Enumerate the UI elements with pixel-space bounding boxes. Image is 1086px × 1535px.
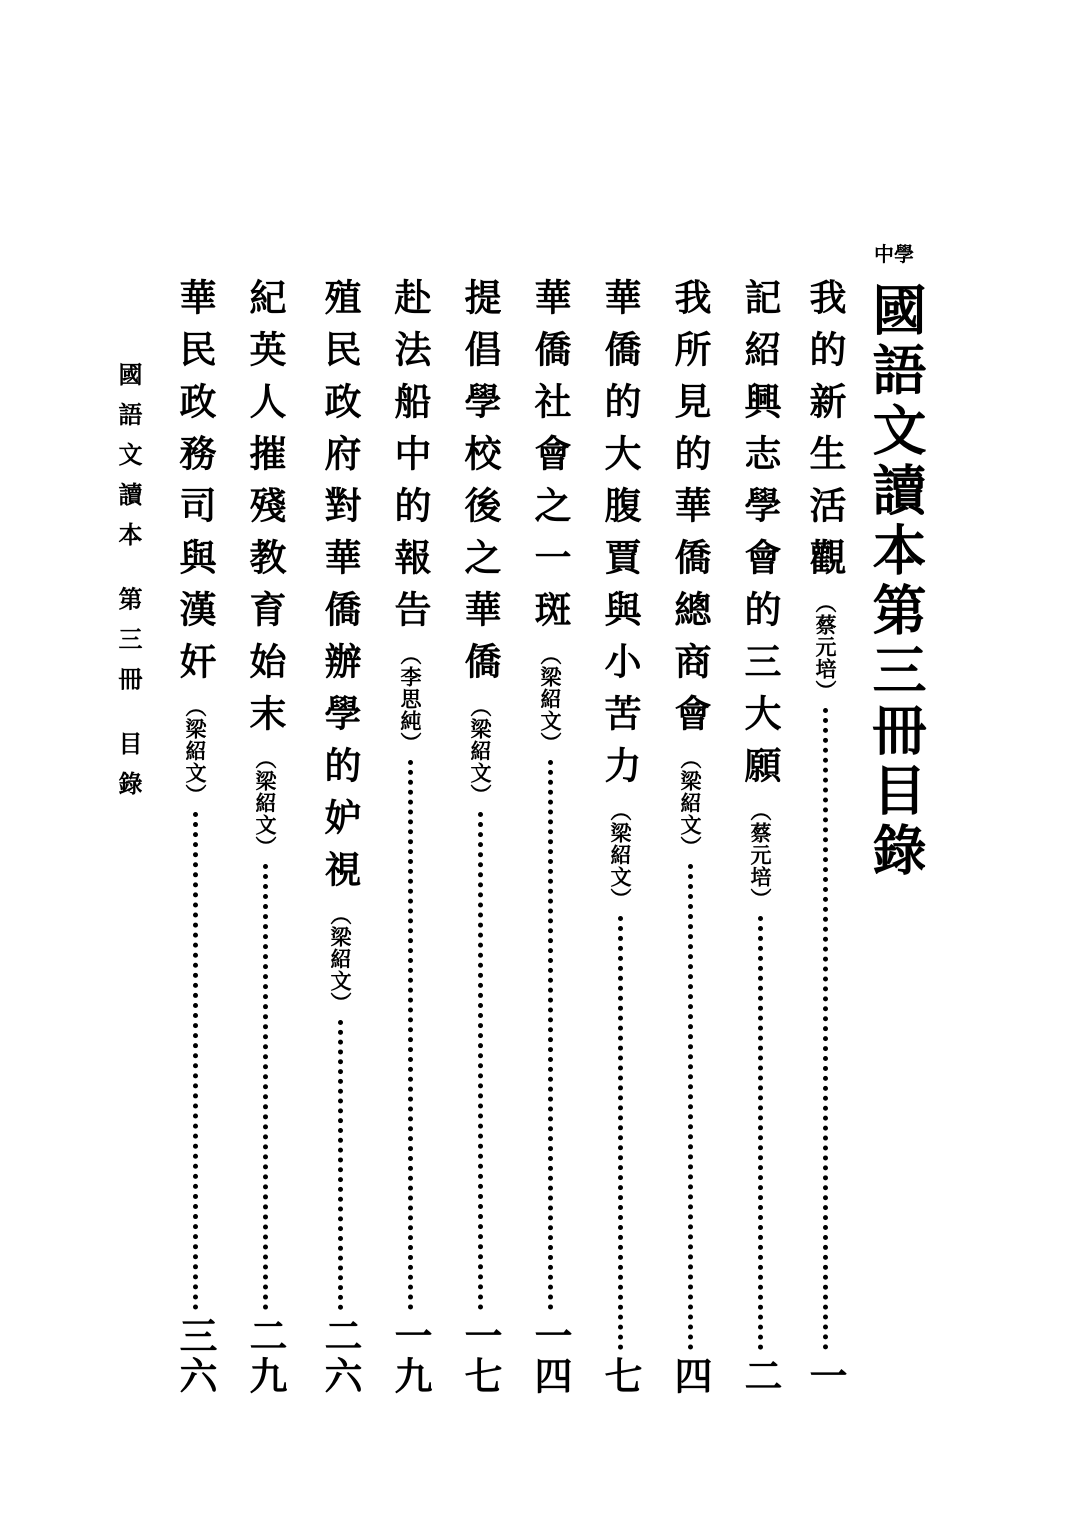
toc-entry[interactable] — [527, 278, 573, 1396]
entry-page: 一 — [803, 1356, 848, 1396]
toc-entry[interactable] — [597, 278, 643, 1396]
toc-entry[interactable] — [172, 278, 218, 1396]
entry-author: （梁紹文） — [253, 748, 278, 858]
entry-page: 七 — [598, 1356, 643, 1396]
dot-leader — [618, 916, 623, 1350]
dot-leader — [548, 760, 553, 1310]
entry-title: 紀英人摧殘教育始末 — [243, 278, 287, 746]
dot-leader — [478, 812, 483, 1310]
toc-entry[interactable] — [317, 278, 363, 1396]
entry-author: （梁紹文） — [678, 748, 703, 858]
entry-page: 三六 — [173, 1316, 218, 1396]
entry-author: （梁紹文） — [468, 696, 493, 806]
entry-title: 赴法船中的報告 — [388, 278, 432, 642]
page-title: 國語文讀本第三冊目錄 — [864, 282, 928, 882]
entry-author: （梁紹文） — [183, 696, 208, 806]
dot-leader — [688, 864, 693, 1350]
toc-entry[interactable] — [802, 278, 848, 1396]
toc-entry[interactable] — [242, 278, 288, 1396]
entry-title: 我所見的華僑總商會 — [668, 278, 712, 746]
entry-title: 提倡學校後之華僑 — [458, 278, 502, 694]
entry-page: 一四 — [528, 1316, 573, 1396]
running-head: 國語文讀本 第三冊 目錄 — [114, 362, 143, 811]
entry-author: （梁紹文） — [608, 800, 633, 910]
entry-author: （蔡元培） — [748, 800, 773, 910]
toc-entry[interactable] — [387, 278, 433, 1396]
dot-leader — [193, 812, 198, 1310]
entry-page: 二 — [738, 1356, 783, 1396]
entry-title: 華僑的大腹賈與小苦力 — [598, 278, 642, 798]
dot-leader — [758, 916, 763, 1350]
entry-title: 記紹興志學會的三大願 — [738, 278, 782, 798]
entry-page: 一九 — [388, 1316, 433, 1396]
series-label: 中學 — [874, 242, 914, 266]
dot-leader — [408, 760, 413, 1310]
entry-author: （梁紹文） — [328, 904, 353, 1014]
toc-entry[interactable] — [737, 278, 783, 1396]
entry-author: （李思純） — [398, 644, 423, 754]
entry-page: 四 — [668, 1356, 713, 1396]
entry-author: （蔡元培） — [813, 592, 838, 702]
entry-page: 一七 — [458, 1316, 503, 1396]
entry-title: 殖民政府對華僑辦學的妒視 — [318, 278, 362, 902]
entry-title: 我的新生活觀 — [803, 278, 847, 590]
toc-entry[interactable] — [667, 278, 713, 1396]
dot-leader — [338, 1020, 343, 1310]
entry-author: （梁紹文） — [538, 644, 563, 754]
entry-page: 二六 — [318, 1316, 363, 1396]
toc-entry[interactable] — [457, 278, 503, 1396]
dot-leader — [263, 864, 268, 1310]
entry-title: 華僑社會之一斑 — [528, 278, 572, 642]
entry-page: 二九 — [243, 1316, 288, 1396]
dot-leader — [823, 708, 828, 1350]
entry-title: 華民政務司與漢奸 — [173, 278, 217, 694]
